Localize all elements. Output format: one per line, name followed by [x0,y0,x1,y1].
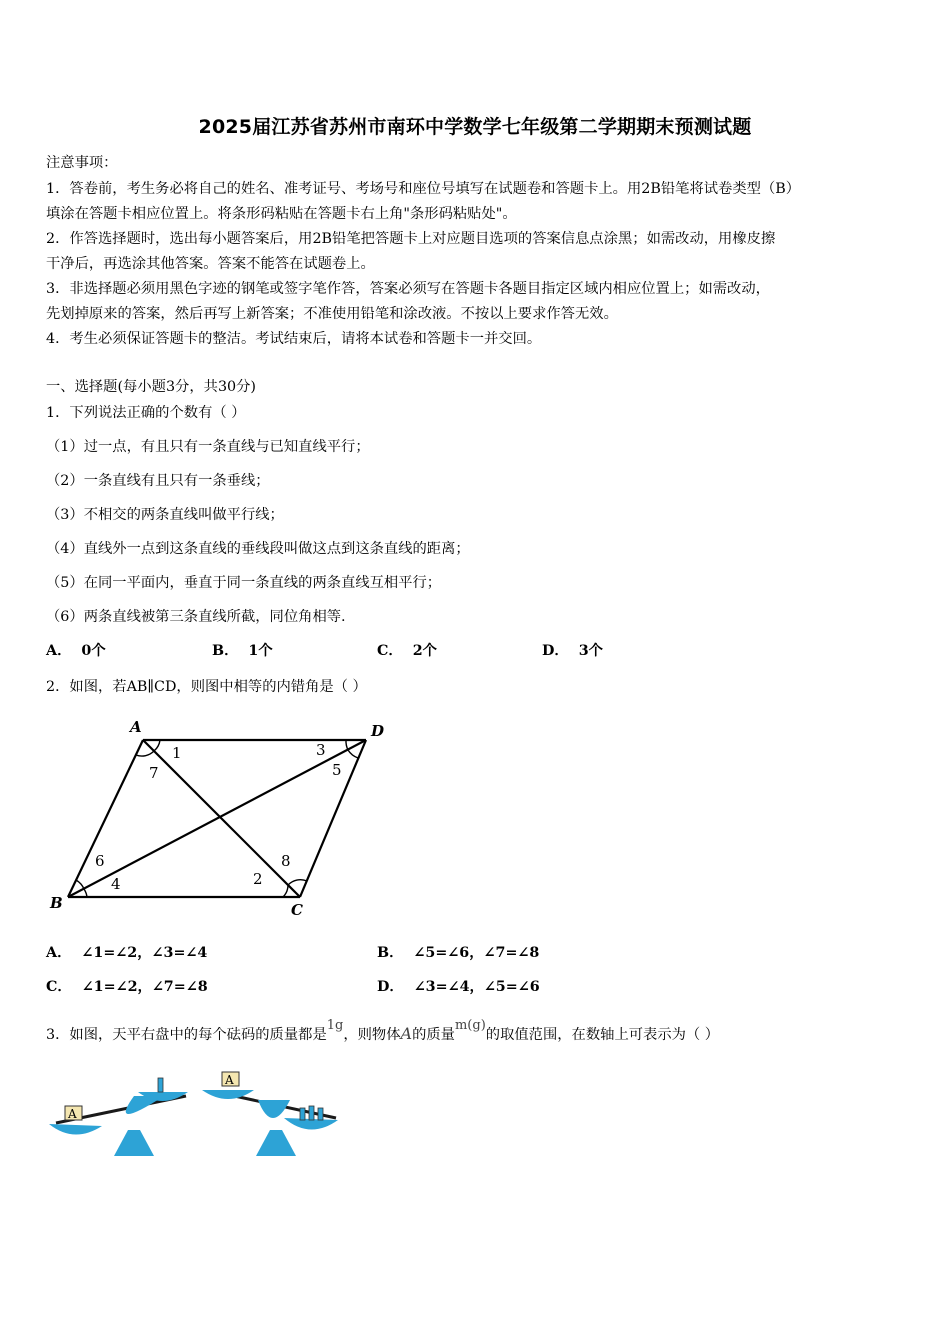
balance-right-center-pan [258,1100,290,1118]
arc-angle-5 [348,750,358,758]
balance-right-base [256,1130,296,1156]
q1-option-d[interactable] [542,640,603,660]
balance-right [202,1072,338,1156]
option-text: ∠5=∠6，∠7=∠8 [413,945,540,961]
segment-ab [68,740,143,897]
q2-option-b[interactable] [377,942,539,962]
option-label: C． [46,979,72,995]
q3-mass: m(g) [454,1018,486,1033]
balance-left [49,1078,188,1156]
q3-stem-part-4: 的取值范围，在数轴上可表示为（ ） [485,1027,720,1043]
angle-label-8: 8 [281,852,291,870]
angle-label-2: 2 [253,870,263,888]
note-1-line-1: 1．答卷前，考生务必将自己的姓名、准考证号、考场号和座位号填写在试题卷和答题卡上。用2B铅笔将试卷类型（B） [46,181,801,197]
arc-angle-6 [76,880,84,889]
arc-angle-1 [154,740,160,751]
note-2-line-2: 干净后，再选涂其他答案。答案不能答在试题卷上。 [46,256,375,272]
angle-label-6: 6 [95,852,105,870]
q1-option-c[interactable] [377,640,437,660]
weight-icon [158,1078,163,1092]
diagonal-ac [143,740,300,897]
q1-option-a[interactable] [46,640,106,660]
q1-statement-3: （3）不相交的两条直线叫做平行线； [46,507,284,523]
vertex-label-d: D [371,722,385,740]
parallelogram-figure [40,712,400,922]
balance-left-base [114,1130,154,1156]
option-label: A． [46,945,72,961]
arc-angle-7 [136,751,154,756]
q2-option-d[interactable] [377,976,540,996]
note-2-line-1: 2．作答选择题时，选出每小题答案后，用2B铅笔把答题卡上对应题目选项的答案信息点涂黑；如需改动，用橡皮擦 [46,231,776,247]
option-text: 0个 [81,643,106,659]
q1-statement-4: （4）直线外一点到这条直线的垂线段叫做这点到这条直线的距离； [46,541,470,557]
option-label: B． [212,643,239,659]
note-4: 4．考生必须保证答题卡的整洁。考试结束后，请将本试卷和答题卡一并交回。 [46,331,542,347]
question-2-stem: 2．如图，若AB∥CD，则图中相等的内错角是（ ） [46,679,367,695]
arc-angle-8 [288,880,307,885]
object-a-label-left: A [68,1107,77,1121]
option-text: ∠3=∠4，∠5=∠6 [413,979,540,995]
q2-option-c[interactable] [46,976,208,996]
note-1-line-2: 填涂在答题卡相应位置上。将条形码粘贴在答题卡右上角"条形码粘贴处"。 [46,206,517,222]
weight-icon [309,1106,314,1120]
arc-angle-4 [84,889,87,897]
option-label: B． [377,945,404,961]
section-heading: 一、选择题(每小题3分，共30分) [46,379,257,395]
q3-unit: 1g [326,1018,344,1033]
question-3-stem [46,1018,720,1044]
q3-object: A [400,1024,413,1043]
weight-icon [318,1108,323,1120]
q1-option-b[interactable] [212,640,273,660]
option-text: 1个 [248,643,273,659]
angle-label-1: 1 [172,744,182,762]
q3-stem-part-1: 3．如图，天平右盘中的每个砝码的质量都是 [46,1027,327,1043]
vertex-label-b: B [50,894,63,912]
option-text: ∠1=∠2，∠3=∠4 [81,945,208,961]
page-title: 2025届江苏省苏州市南环中学数学七年级第二学期期末预测试题 [198,116,752,138]
option-label: A． [46,643,72,659]
option-text: 3个 [578,643,603,659]
note-3-line-1: 3．非选择题必须用黑色字迹的钢笔或签字笔作答，答案必须写在答题卡各题目指定区域内相应位置上；如需改动， [46,281,770,297]
arc-angle-3 [346,740,348,750]
q1-statement-6: （6）两条直线被第三条直线所截，同位角相等. [46,609,346,625]
note-3-line-2: 先划掉原来的答案，然后再写上新答案；不准使用铅笔和涂改液。不按以上要求作答无效。 [46,306,618,322]
option-text: ∠1=∠2，∠7=∠8 [81,979,208,995]
angle-label-7: 7 [149,764,159,782]
q2-option-a[interactable] [46,942,207,962]
option-text: 2个 [412,643,437,659]
balance-left-pan-left [49,1124,102,1135]
angle-label-4: 4 [111,875,121,893]
balance-scales-figure [46,1068,346,1163]
arc-angle-2 [283,885,288,897]
q3-stem-part-3: 的质量 [412,1027,455,1043]
vertex-label-c: C [291,901,303,919]
option-label: D． [377,979,404,995]
option-label: C． [377,643,403,659]
option-label: D． [542,643,569,659]
question-1-stem: 1．下列说法正确的个数有（ ） [46,405,246,421]
q1-statement-1: （1）过一点，有且只有一条直线与已知直线平行； [46,439,370,455]
diagonal-bd [68,740,366,897]
vertex-label-a: A [130,718,142,736]
angle-label-3: 3 [316,741,326,759]
notes-heading: 注意事项： [46,155,118,171]
q1-statement-5: （5）在同一平面内，垂直于同一条直线的两条直线互相平行； [46,575,442,591]
q3-stem-part-2: ，则物体 [343,1027,401,1043]
weight-icon [300,1108,305,1120]
object-a-label-right: A [225,1073,234,1087]
q1-statement-2: （2）一条直线有且只有一条垂线； [46,473,270,489]
angle-label-5: 5 [332,761,342,779]
